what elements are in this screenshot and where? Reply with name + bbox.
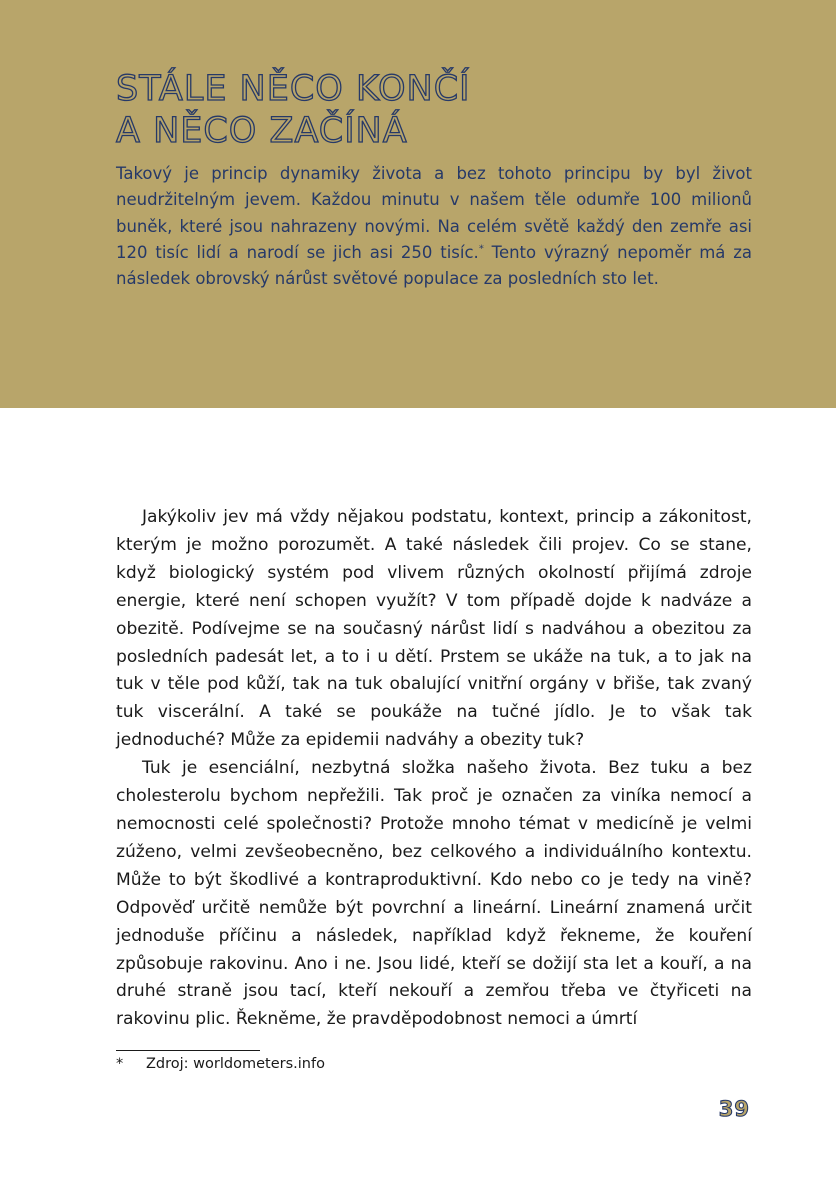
chapter-title-line-2: A NĚCO ZAČÍNÁ (116, 111, 408, 151)
chapter-title-line-1: STÁLE NĚCO KONČÍ (116, 69, 471, 109)
lead-footnote-reference: * (478, 243, 484, 255)
page-number: 39 (718, 1097, 750, 1121)
lead-text-part-2: Tento výrazný nepoměr má za následek obrovský nárůst světové populace za posledních sto let. (116, 242, 753, 289)
body-text (116, 504, 752, 1034)
footnote (116, 1056, 325, 1072)
body-paragraph-2: Tuk je esenciální, nezbytná složka našeho života. Bez tuku a bez cholesterolu bychom nepřežili. Tak proč je označen za viníka nemocí a nemocnosti celé společnosti? Protože mnoho témat v medicíně je velmi zúženo, velmi zevšeobecněno, bez celkového a individuálního kontextu. Může to být škodlivé a kontraproduktivní. Kdo nebo co je tedy na vině? Odpověď určitě nemůže být povrchní a lineární. Lineární znamená určit jednoduše příčinu a následek, například když řekneme, že kouření způsobuje rakovinu. Ano i ne. Jsou lidé, kteří se dožijí sta let a kouří, a na druhé straně jsou tací, kteří nekouří a zemřou třeba ve čtyřiceti na rakovinu plic. Řekněme, že pravděpodobnost nemoci a úmrtí (116, 758, 752, 1030)
footnote-mark: * (116, 1056, 124, 1072)
chapter-lead-paragraph (116, 161, 752, 292)
footnote-text: Zdroj: worldometers.info (146, 1056, 325, 1072)
chapter-title (116, 68, 756, 152)
body-paragraph-1: Jakýkoliv jev má vždy nějakou podstatu, kontext, princip a zákonitost, kterým je možno porozumět. A také následek čili projev. Co se stane, když biologický systém pod vlivem různých okolností přijímá zdroje energie, které není schopen využít? V tom případě dojde k nadváze a obezitě. Podívejme se na současný nárůst lidí s nadváhou a obezitou za posledních padesát let, a to i u dětí. Prstem se ukáže na tuk, a to jak na tuk v těle pod kůží, tak na tuk obalující vnitřní orgány v břiše, tak zvaný tuk viscerální. A také se poukáže na tučné jídlo. Je to však tak jednoduché? Může za epidemii nadváhy a obezity tuk? (116, 507, 752, 751)
footnote-divider (116, 1050, 260, 1051)
lead-text-part-1: Takový je princip dynamiky života a bez tohoto principu by byl život neudržitelným jevem. Každou minutu v našem těle odumře 100 milionů buněk, které jsou nahrazeny novými. Na celém světě každý den zemře asi 120 tisíc lidí a narodí se jich asi 250 tisíc. (116, 164, 752, 262)
